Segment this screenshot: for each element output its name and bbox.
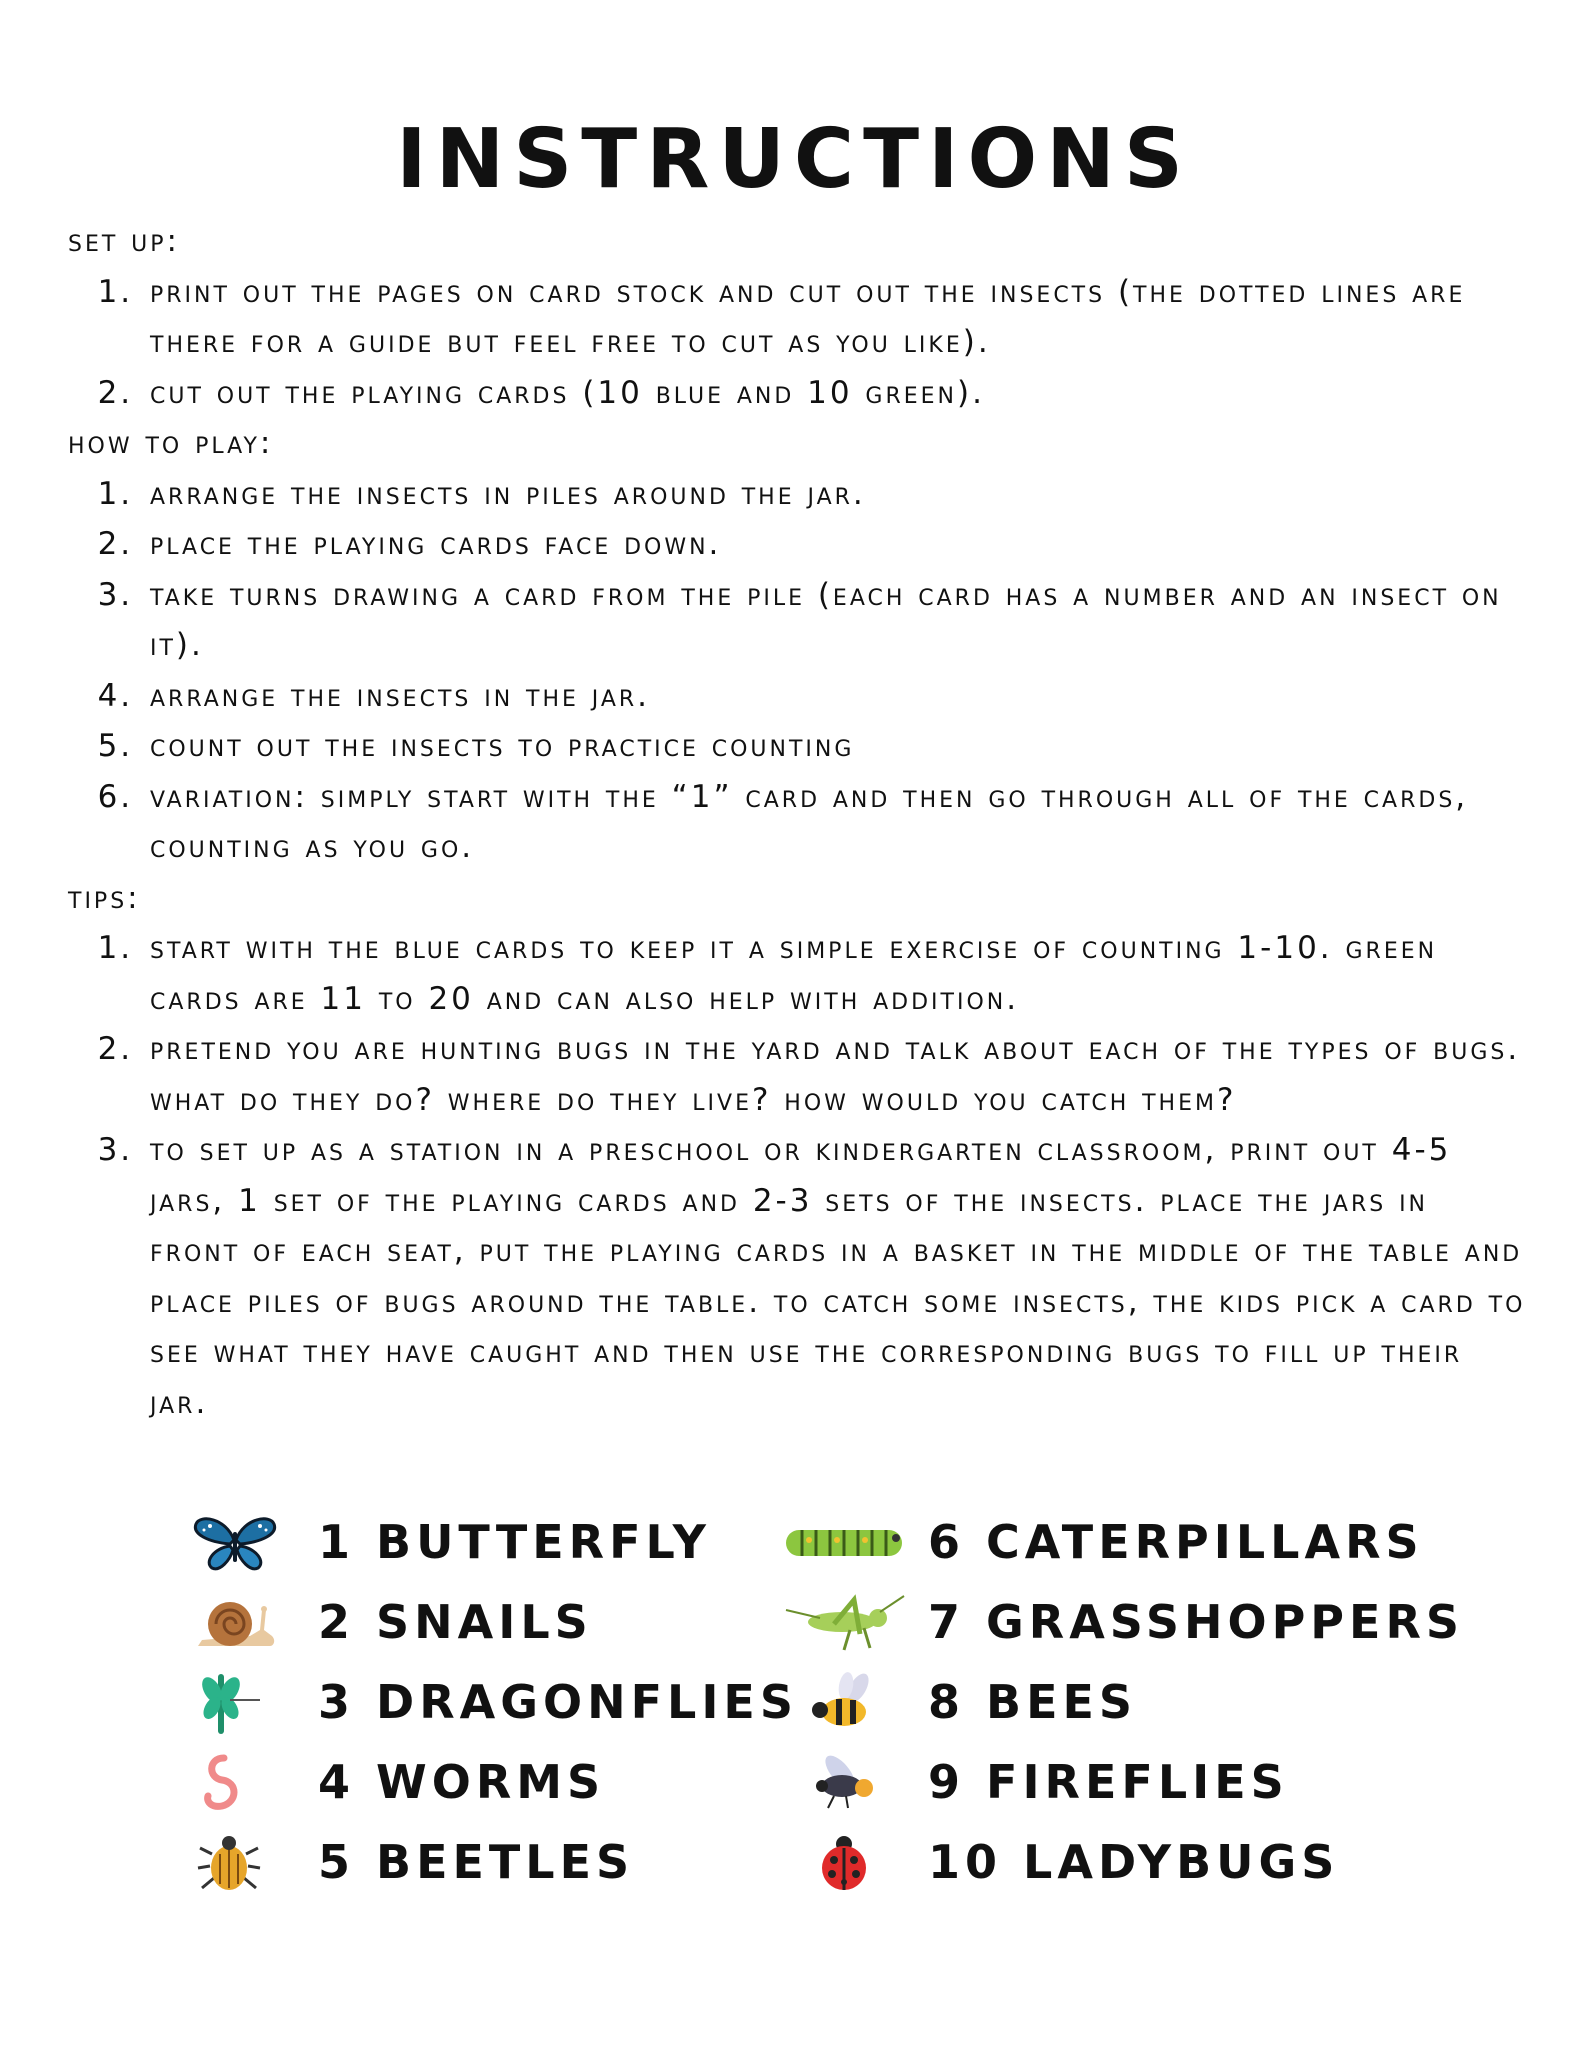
dragonfly-icon	[190, 1670, 280, 1736]
legend-label: 4 WORMS	[318, 1755, 606, 1809]
tips-heading: tips:	[68, 879, 141, 916]
list-item: 2. cut out the playing cards (10 blue and 10 green).	[146, 368, 1528, 419]
firefly-icon	[800, 1750, 890, 1816]
how-to-play-heading: how to play:	[68, 425, 274, 461]
legend-row-snails	[190, 1590, 810, 1670]
legend-left-column	[190, 1510, 810, 1910]
legend-label: 8 BEES	[928, 1675, 1138, 1729]
legend-label: 3 DRAGONFLIES	[318, 1675, 798, 1729]
list-item: 3. take turns drawing a card from the pile (each card has a number and an insect on it).	[146, 570, 1528, 671]
legend-label: 1 BUTTERFLY	[318, 1515, 711, 1569]
tips-list	[68, 923, 1528, 1428]
legend-label: 2 SNAILS	[318, 1595, 593, 1649]
list-item: 2. pretend you are hunting bugs in the yard and talk about each of the types of bugs. what do they do? where do they live? how would you catch them?	[146, 1024, 1528, 1125]
legend-row-worms	[190, 1750, 810, 1830]
legend-row-fireflies	[800, 1750, 1420, 1830]
legend-row-butterfly	[190, 1510, 810, 1590]
setup-list	[68, 267, 1528, 419]
list-item: 6. variation: simply start with the “1” card and then go through all of the cards, counting as you go.	[146, 772, 1528, 873]
legend-row-ladybugs	[800, 1830, 1420, 1910]
snail-icon	[190, 1590, 280, 1656]
legend-label: 10 LADYBUGS	[928, 1835, 1340, 1889]
list-item: 1. start with the blue cards to keep it a simple exercise of counting 1-10. green cards are 11 to 20 and can also help with addition.	[146, 923, 1528, 1024]
legend-row-dragonflies	[190, 1670, 810, 1750]
list-item: 4. arrange the insects in the jar.	[146, 671, 1528, 722]
list-item: 5. count out the insects to practice counting	[146, 721, 1528, 772]
how-to-play-list	[68, 469, 1528, 873]
list-item: 3. to set up as a station in a preschool or kindergarten classroom, print out 4-5 jars, 1 set of the playing cards and 2-3 sets of the insects. place the jars in front of each seat, put the playing cards in a basket in the middle of the table and place piles of bugs around the table. to catch some insects, the kids pick a card to see what they have caught and then use the corresponding bugs to fill up their jar.	[146, 1125, 1528, 1428]
legend-right-column	[800, 1510, 1464, 1910]
page-title: INSTRUCTIONS	[396, 112, 1192, 207]
list-item: 1. arrange the insects in piles around the jar.	[146, 469, 1528, 520]
butterfly-icon	[190, 1510, 280, 1576]
caterpillar-icon	[780, 1510, 910, 1576]
legend-label: 7 GRASSHOPPERS	[928, 1595, 1464, 1649]
legend-row-grasshoppers	[800, 1590, 1464, 1670]
legend-row-caterpillars	[800, 1510, 1424, 1590]
legend-label: 6 CATERPILLARS	[928, 1515, 1424, 1569]
grasshopper-icon	[780, 1590, 910, 1656]
legend-label: 9 FIREFLIES	[928, 1755, 1289, 1809]
worm-icon	[190, 1750, 280, 1816]
legend-row-bees	[800, 1670, 1420, 1750]
bee-icon	[800, 1670, 890, 1736]
instructions-content	[68, 216, 1528, 1428]
legend-row-beetles	[190, 1830, 810, 1910]
list-item: 1. print out the pages on card stock and cut out the insects (the dotted lines are there for a guide but feel free to cut as you like).	[146, 267, 1528, 368]
setup-heading: set up:	[68, 223, 180, 259]
legend-label: 5 BEETLES	[318, 1835, 635, 1889]
beetle-icon	[190, 1830, 280, 1896]
ladybug-icon	[800, 1830, 890, 1896]
list-item: 2. place the playing cards face down.	[146, 519, 1528, 570]
